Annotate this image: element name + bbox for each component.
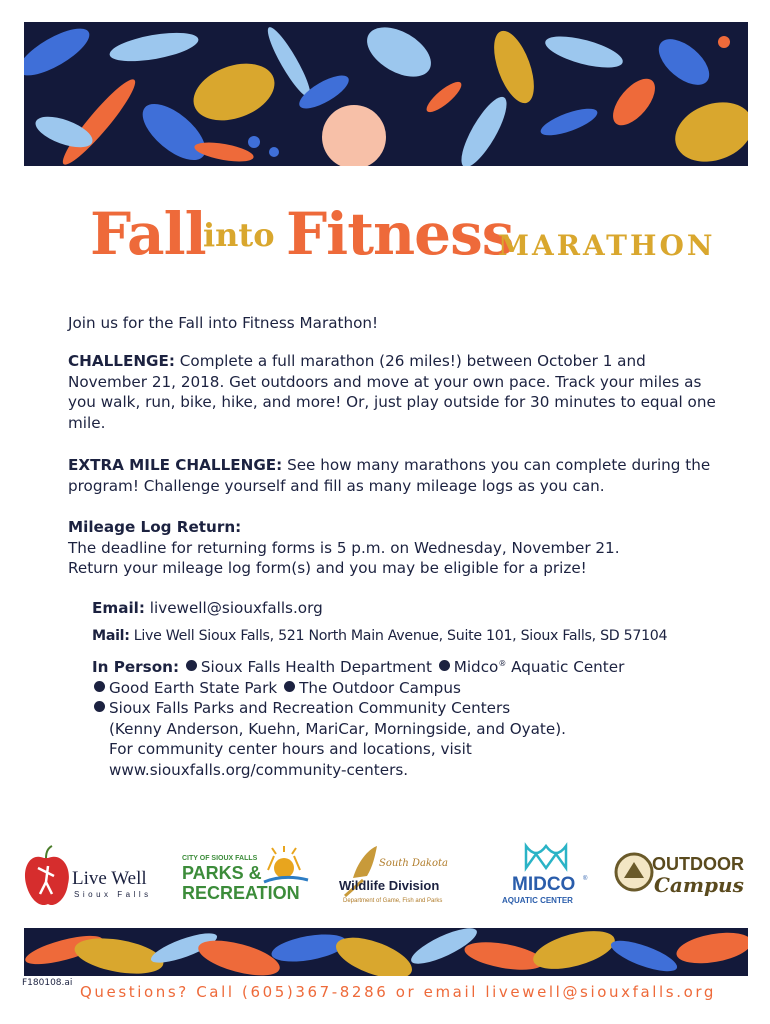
apple-shape	[322, 105, 386, 166]
bullet-icon	[284, 681, 295, 692]
leaf-shape	[538, 103, 601, 140]
bullet-icon	[186, 660, 197, 671]
title-fall: Fall	[90, 200, 206, 268]
leaf-shape	[463, 937, 546, 975]
extra-text: See how many marathons you can complete during the program! Challenge yourself and fill as many mileage logs as you can.	[68, 456, 711, 495]
title-into: into	[203, 216, 275, 254]
berry-shape	[269, 147, 279, 157]
leaf-shape	[186, 53, 283, 131]
live-well-logo	[22, 838, 157, 914]
wildlife-division-logo	[333, 838, 479, 914]
bullet-icon	[94, 681, 105, 692]
leaf-shape	[667, 92, 748, 166]
intro-paragraph	[68, 313, 718, 334]
mail-line	[92, 626, 752, 647]
hours-link[interactable]: www.siouxfalls.org/community-centers.	[109, 761, 409, 780]
email-line	[92, 598, 752, 619]
bullet-icon	[439, 660, 450, 671]
location-midco: Midco® Aquatic Center	[453, 658, 625, 677]
hours-text: For community center hours and locations, visit	[109, 740, 472, 759]
challenge-label: CHALLENGE:	[68, 352, 175, 370]
leaf-shape	[423, 77, 466, 116]
location-community-centers: Sioux Falls Parks and Recreation Community Centers	[109, 699, 511, 718]
mileage-return-paragraph	[68, 517, 718, 579]
bottom-leaf-banner	[24, 928, 748, 976]
in-person-label: In Person:	[92, 658, 180, 677]
pheasant-icon	[353, 846, 377, 878]
form-code: F180108.ai	[22, 978, 73, 988]
leaf-shape	[108, 27, 201, 66]
leaf-shape	[542, 30, 625, 74]
svg-text:South Dakota: South Dakota	[379, 858, 448, 869]
svg-text:OUTDOOR: OUTDOOR	[652, 854, 744, 874]
title-marathon: MARATHON	[498, 229, 716, 262]
leaf-shape	[359, 22, 440, 87]
email-address[interactable]: livewell@siouxfalls.org	[144, 599, 323, 617]
email-label: Email:	[92, 599, 145, 617]
svg-text:Sioux Falls: Sioux Falls	[74, 890, 152, 899]
svg-text:Wildlife Division: Wildlife Division	[339, 878, 440, 893]
extra-label: EXTRA MILE CHALLENGE:	[68, 456, 283, 474]
berry-shape	[718, 36, 730, 48]
bullet-icon	[94, 701, 105, 712]
leaf-shape	[608, 935, 681, 976]
svg-text:PARKS &: PARKS &	[182, 863, 262, 883]
challenge-paragraph	[68, 351, 718, 433]
leaf-shape	[651, 30, 718, 93]
mail-label: Mail:	[92, 628, 130, 644]
mileage-label: Mileage Log Return:	[68, 518, 242, 536]
svg-text:AQUATIC CENTER: AQUATIC CENTER	[502, 896, 573, 905]
svg-text:CITY OF SIOUX FALLS: CITY OF SIOUX FALLS	[182, 855, 258, 862]
location-outdoor-campus: The Outdoor Campus	[299, 678, 461, 697]
leaf-shape	[486, 26, 542, 108]
svg-text:Campus: Campus	[654, 873, 744, 897]
wave-icon	[526, 846, 566, 868]
extra-mile-paragraph	[68, 455, 718, 496]
leaf-shape	[331, 929, 417, 976]
leaf-shape	[454, 91, 515, 166]
leaf-shape	[24, 22, 96, 84]
leaf-shape	[605, 72, 662, 133]
title-fitness: Fitness	[286, 200, 514, 268]
top-leaf-banner	[24, 22, 748, 166]
location-good-earth: Good Earth State Park	[109, 678, 278, 697]
location-health-dept: Sioux Falls Health Department	[200, 658, 432, 677]
mail-address: Live Well Sioux Falls, 521 North Main Avenue, Suite 101, Sioux Falls, SD 57104	[129, 628, 668, 644]
berry-shape	[248, 136, 260, 148]
page-title	[90, 196, 730, 276]
mileage-line-2: Return your mileage log form(s) and you may be eligible for a prize!	[68, 559, 587, 578]
footer-contact: Questions? Call (605)367-8286 or email livewell@siouxfalls.org	[80, 983, 716, 1001]
mileage-line-1: The deadline for returning forms is 5 p.m. on Wednesday, November 21.	[68, 538, 620, 557]
leaf-shape	[674, 928, 748, 968]
leaf-shape	[56, 73, 142, 166]
challenge-text: Complete a full marathon (26 miles!) between October 1 and November 21, 2018. Get outdoors and move at your own pace. Track your miles as you walk, run, bike, hike, and more! Or, just play outside for 30 minutes to equal one mile.	[68, 352, 716, 432]
in-person-section	[92, 654, 752, 781]
parks-recreation-logo	[180, 838, 310, 914]
sun-icon	[274, 858, 294, 878]
svg-text:Live Well: Live Well	[72, 868, 147, 889]
midco-aquatic-logo	[500, 838, 600, 914]
intro-text: Join us for the Fall into Fitness Marathon!	[68, 314, 379, 332]
outdoor-campus-logo	[612, 838, 748, 914]
leaf-shape	[529, 928, 618, 976]
svg-text:MIDCO: MIDCO	[512, 874, 576, 895]
svg-text:Department of Game, Fish and P: Department of Game, Fish and Parks	[343, 898, 443, 904]
svg-text:®: ®	[583, 876, 588, 882]
svg-text:RECREATION: RECREATION	[182, 883, 300, 903]
community-centers-detail: (Kenny Anderson, Kuehn, MariCar, Morningside, and Oyate).	[109, 719, 566, 738]
